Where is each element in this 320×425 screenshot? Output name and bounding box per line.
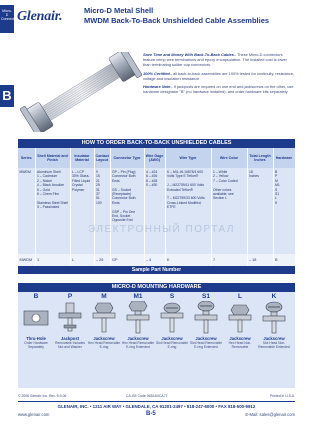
table-row <box>18 168 295 254</box>
side-tab-label: Micro-D Connectors <box>1 9 19 21</box>
mount-option-m <box>87 292 121 388</box>
mount-desc: Hex Head Removable E-ring Extended <box>121 341 155 349</box>
watermark-text: ЭЛЕКТРОННЫЙ ПОРТАЛ <box>88 224 235 235</box>
mount-title: Thru-Hole <box>26 336 46 341</box>
cable-assembly-image <box>20 52 142 132</box>
sample-cell: 1 <box>35 254 70 266</box>
table-cell: GP – Pin (Plug) Connector Both Ends GS – Socket (Receptacle) Connector Both Ends GSP – Pin One End, Socket Opposite End <box>110 168 144 254</box>
mounting-hardware-panel <box>18 292 295 388</box>
section-side-tab <box>0 5 19 33</box>
table-cell: L – LCP 30% Glass-Filled Liquid Crystal Polymer <box>70 168 94 254</box>
mount-desc: Removable Includes Nut and Washer <box>55 341 85 349</box>
sample-cell: – 25 <box>94 254 110 266</box>
mounting-hardware-header: MICRO-D MOUNTING HARDWARE <box>18 283 295 292</box>
printed-in-text: Printed in U.S.A. <box>269 394 295 398</box>
column-header: Total Length Inches <box>247 148 273 168</box>
mount-title: Jackscrew <box>93 336 115 341</box>
mount-option-b <box>19 292 53 388</box>
mount-option-l <box>223 292 257 388</box>
hex-jackscrew-fixed-icon <box>225 301 255 335</box>
mount-code: M1 <box>133 293 143 300</box>
mount-title: Jackscrew <box>161 336 183 341</box>
slot-jackscrew-fixed-icon <box>259 301 289 335</box>
description-paragraph <box>143 71 295 81</box>
sample-part-number-header: Sample Part Number <box>18 266 295 274</box>
mount-option-s1 <box>189 292 223 388</box>
sample-cell: GP <box>110 254 144 266</box>
product-description <box>143 52 295 97</box>
copyright-text: © 2006 Glenair, Inc. Rev. 9-9-06 <box>18 394 67 398</box>
table-cell: 9 15 21 25 31 37 51 100 <box>94 168 110 254</box>
mount-title: Jackscrew <box>195 336 217 341</box>
certified-text: all back-to-back assemblies are 100% tested for continuity, resistance, voltage and insulation resistance. <box>143 70 295 81</box>
mount-option-m1 <box>121 292 155 388</box>
table-cell: MWDM <box>18 168 35 254</box>
mount-title: Jackpost <box>60 336 80 341</box>
description-paragraph <box>143 52 295 68</box>
footer-divider <box>18 401 295 402</box>
sample-cell: – 18 <box>247 254 273 266</box>
table-cell: 1 – White 2 – Yellow 7 – Color Coded Other colors available; see Section L <box>211 168 247 254</box>
sample-cell: 7 <box>211 254 247 266</box>
table-header-row <box>18 148 295 168</box>
hex-jackscrew-icon <box>89 301 119 335</box>
company-address: GLENAIR, INC. • 1211 AIR WAY • GLENDALE, CA 91201-2497 • 818-247-6000 • FAX 818-500-9912 <box>57 404 256 409</box>
mount-desc: Slot Head Non-Removable Extended <box>258 341 290 349</box>
mount-title: Jackscrew <box>263 336 285 341</box>
column-header: Wire Gage (AWG) <box>144 148 165 168</box>
sample-part-row <box>18 254 295 266</box>
jackpost-icon <box>55 301 85 335</box>
table-cell: B P M M1 S S1 L K <box>273 168 295 254</box>
column-header: Insulator Material <box>70 148 94 168</box>
how-to-order-header: HOW TO ORDER BACK-TO-BACK UNSHIELDED CABLES <box>18 139 295 148</box>
title-line-2: MWDM Back-To-Back Unshielded Cable Assemblies <box>84 16 270 25</box>
mount-code: S1 <box>202 293 210 300</box>
table-cell: 18 Inches <box>247 168 273 254</box>
mount-code: K <box>271 293 277 300</box>
hardware-note-text: If jackposts are required on one end and jackscrews on the other, use hardware designator "B" (no hardware installed), and order hardware kits separately. <box>143 84 294 95</box>
sample-cell: MWDM <box>18 254 35 266</box>
mount-desc: Hex Head Removable E-ring <box>87 341 121 349</box>
email-link[interactable]: E-Mail: sales@glenair.com <box>245 412 295 417</box>
page-title <box>84 6 294 26</box>
column-header: Connector Type <box>110 148 144 168</box>
mount-code: B <box>33 293 39 300</box>
savings-lead: Save Time and Money With Back-To-Back Cables– <box>143 52 236 57</box>
sample-cell: – 4 <box>144 254 165 266</box>
page-number: B-5 <box>146 411 156 417</box>
mount-desc: Slot Head Removable E-ring Extended <box>189 341 223 349</box>
column-header: Wire Type <box>165 148 211 168</box>
mount-title: Jackscrew <box>127 336 149 341</box>
sample-cell: B <box>273 254 295 266</box>
table-cell: K – MIL-W-16878/4 600 Volts Type E Teflon® J – M22759/11 600 Volts Extruded Teflon® T – M22759/33 600 Volts Cross-Linked Modified ETFE <box>165 168 211 254</box>
mount-option-k <box>257 292 291 388</box>
glenair-logo: Glenair. <box>17 9 63 24</box>
slot-jackscrew-extended-icon <box>191 301 221 335</box>
mount-desc: Slot Head Removable E-ring <box>155 341 189 349</box>
table-cell: Aluminum Shell 1 – Cadmium 2 – Nickel 4 – Black Anodize 5 – Gold 6 – Chem Film Stainless Steel Shell 3 – Passivated <box>35 168 70 254</box>
description-paragraph <box>143 84 295 94</box>
mount-code: P <box>67 293 73 300</box>
mount-code: L <box>238 293 242 300</box>
mount-desc: Order Hardware Separately <box>24 341 48 349</box>
hardware-note-lead: Hardware Note– <box>143 84 173 90</box>
mount-title: Jackscrew <box>229 336 251 341</box>
sample-cell: L <box>70 254 94 266</box>
mount-option-p <box>53 292 87 388</box>
section-letter-tab: B <box>0 85 14 107</box>
mount-code: M <box>101 293 107 300</box>
column-header: Hardware <box>273 148 295 168</box>
slot-jackscrew-icon <box>157 301 187 335</box>
table-cell: 4 – #24 6 – #26 8 – #28 0 – #30 <box>144 168 165 254</box>
column-header: Series <box>18 148 35 168</box>
title-line-1: Micro-D Metal Shell <box>84 6 154 15</box>
column-header: Shell Material and Finish <box>35 148 70 168</box>
website-link[interactable]: www.glenair.com <box>18 412 50 417</box>
cage-code-text: CA-GE Code 06324/0CA77 <box>126 394 168 398</box>
ordering-table <box>18 148 296 266</box>
mount-desc: Hex Head Non-Removable <box>228 341 252 349</box>
column-header: Wire Color <box>211 148 247 168</box>
hex-jackscrew-extended-icon <box>123 301 153 335</box>
mount-code: S <box>169 293 175 300</box>
sample-cell: K <box>165 254 211 266</box>
certified-lead: 100% Certified– <box>143 70 172 76</box>
mount-option-s <box>155 292 189 388</box>
savings-text: These Micro-D connectors feature crimp wire terminations and epoxy encapsulation. The installed cost is lower than terminating solder cup connectors. <box>143 52 287 68</box>
thru-hole-icon <box>21 301 51 335</box>
column-header: Contact Layout <box>94 148 110 168</box>
